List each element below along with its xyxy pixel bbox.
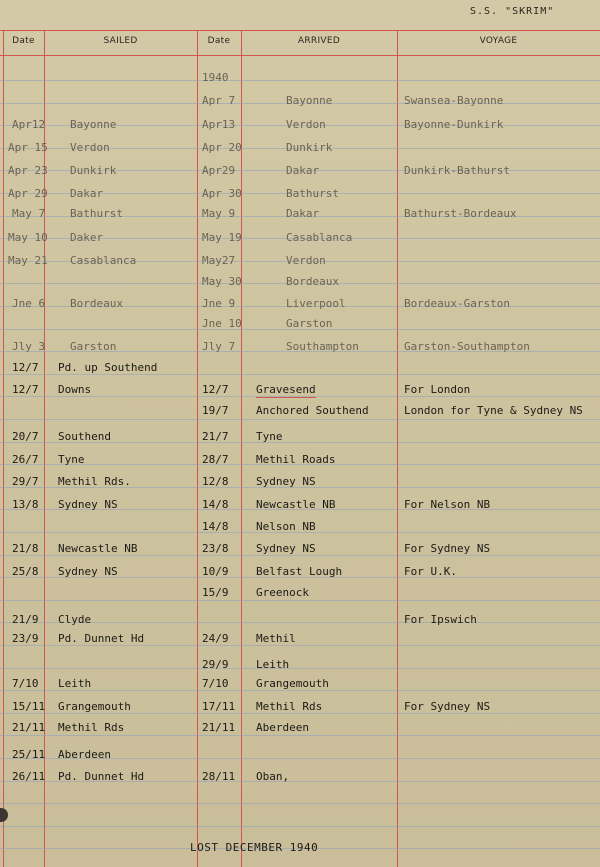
sailed-port: Casablanca [70,254,137,267]
year-label: 1940 [202,71,229,84]
sailed-port: Clyde [58,613,92,626]
sailed-port: Sydney NS [58,565,118,578]
sailed-date: Apr 23 [8,164,48,177]
sailed-date: 21/8 [12,542,39,555]
voyage-note: For U.K. [404,565,457,578]
arrived-port: Dunkirk [286,141,333,154]
arrived-date: 21/7 [202,430,229,443]
sailed-port: Tyne [58,453,85,466]
ruled-line [0,600,600,601]
arrived-port: Sydney NS [256,475,316,488]
arrived-port: Grangemouth [256,677,329,690]
sailed-port: Bordeaux [70,297,123,310]
arrived-date: Apr 30 [202,187,242,200]
arrived-date: 28/7 [202,453,229,466]
arrived-port: Dakar [286,207,320,220]
header-arrived: ARRIVED [297,36,341,46]
sailed-port: Garston [70,340,117,353]
arrived-port: Gravesend [256,383,316,396]
sailed-port: Dunkirk [70,164,117,177]
sailed-date: 21/9 [12,613,39,626]
sailed-port: Leith [58,677,92,690]
arrived-date: Apr29 [202,164,236,177]
sailed-date: 13/8 [12,498,39,511]
header-top-rule [0,30,600,31]
voyage-note: London for Tyne & Sydney NS [404,404,583,417]
sailed-date: 15/11 [12,700,46,713]
sailed-date: Jly 3 [12,340,46,353]
sailed-date: May 7 [12,207,46,220]
arrived-port: Dakar [286,164,320,177]
arrived-port: Garston [286,317,333,330]
sailed-port: Methil Rds [58,721,125,734]
sailed-port: Daker [70,231,104,244]
voyage-note: Dunkirk-Bathurst [404,164,510,177]
sailed-date: Jne 6 [12,297,46,310]
header-voyage: VOYAGE [479,36,518,46]
arrived-date: 10/9 [202,565,229,578]
voyage-note: For Ipswich [404,613,477,626]
sailed-date: 7/10 [12,677,39,690]
arrived-date: 12/7 [202,383,229,396]
arrived-date: 14/8 [202,520,229,533]
arrived-date: 24/9 [202,632,229,645]
sailed-port: Newcastle NB [58,542,138,555]
ruled-line [0,668,600,669]
sailed-date: May 21 [8,254,48,267]
arrived-date: May27 [202,254,236,267]
voyage-note: Swansea-Bayonne [404,94,504,107]
arrived-date: 29/9 [202,658,229,671]
ruled-line [0,374,600,375]
arrived-date: 21/11 [202,721,236,734]
voyage-note: For Sydney NS [404,542,491,555]
voyage-note: Garston-Southampton [404,340,530,353]
arrived-port: Nelson NB [256,520,316,533]
voyage-note: For Sydney NS [404,700,491,713]
voyage-note: For London [404,383,471,396]
arrived-date: 28/11 [202,770,236,783]
ruled-line [0,419,600,420]
sailed-date: May 10 [8,231,48,244]
arrived-port: Methil Rds [256,700,323,713]
arrived-port: Leith [256,658,290,671]
sailed-port: Verdon [70,141,110,154]
arrived-port: Oban, [256,770,290,783]
voyage-note: Bordeaux-Garston [404,297,510,310]
arrived-port: Sydney NS [256,542,316,555]
sailed-date: Apr 29 [8,187,48,200]
ruled-line [0,826,600,827]
arrived-port: Belfast Lough [256,565,343,578]
column-divider [3,30,4,867]
sailed-date: 25/11 [12,748,46,761]
sailed-port: Grangemouth [58,700,131,713]
lost-note: LOST DECEMBER 1940 [190,841,319,854]
ruled-line [0,690,600,691]
sailed-port: Methil Rds. [58,475,131,488]
sailed-date: Apr 15 [8,141,48,154]
arrived-port: Verdon [286,118,326,131]
sailed-port: Bathurst [70,207,123,220]
arrived-port: Newcastle NB [256,498,336,511]
arrived-date: May 9 [202,207,236,220]
sailed-date: 20/7 [12,430,39,443]
header-date-arrived: Date [207,36,231,46]
sailed-date: 26/7 [12,453,39,466]
arrived-port: Anchored Southend [256,404,369,417]
sailed-date: 25/8 [12,565,39,578]
arrived-port: Tyne [256,430,283,443]
column-divider [241,30,242,867]
arrived-port: Aberdeen [256,721,309,734]
sailed-date: 29/7 [12,475,39,488]
arrived-date: 7/10 [202,677,229,690]
column-divider [197,30,198,867]
sailed-port: Bayonne [70,118,117,131]
arrived-port: Verdon [286,254,326,267]
sailed-date: 21/11 [12,721,46,734]
arrived-port: Casablanca [286,231,353,244]
ship-label: S.S. "SKRIM" [470,6,555,17]
header-date-sailed: Date [12,36,35,46]
column-divider [44,30,45,867]
arrived-date: Apr 20 [202,141,242,154]
arrived-date: Apr13 [202,118,236,131]
sailed-port: Downs [58,383,92,396]
arrived-date: 14/8 [202,498,229,511]
sailed-date: 12/7 [12,383,39,396]
arrived-port: Southampton [286,340,359,353]
arrived-date: Apr 7 [202,94,236,107]
arrived-date: Jne 9 [202,297,236,310]
sailed-port: Sydney NS [58,498,118,511]
arrived-port: Methil Roads [256,453,336,466]
arrived-port: Bordeaux [286,275,339,288]
voyage-note: For Nelson NB [404,498,491,511]
column-divider [397,30,398,867]
arrived-date: May 30 [202,275,242,288]
arrived-date: Jly 7 [202,340,236,353]
sailed-port: Southend [58,430,111,443]
ruled-line [0,645,600,646]
ruled-line [0,80,600,81]
arrived-date: Jne 10 [202,317,242,330]
arrived-port: Greenock [256,586,309,599]
ruled-line [0,735,600,736]
arrived-date: May 19 [202,231,242,244]
arrived-date: 15/9 [202,586,229,599]
voyage-note: Bayonne-Dunkirk [404,118,504,131]
sailed-port: Pd. up Southend [58,361,158,374]
sailed-date: 26/11 [12,770,46,783]
arrived-port: Bayonne [286,94,333,107]
ruled-line [0,803,600,804]
sailed-port: Aberdeen [58,748,111,761]
ruled-line [0,713,600,714]
sailed-date: 12/7 [12,361,39,374]
punch-hole [0,808,8,822]
arrived-port: Liverpool [286,297,346,310]
sailed-date: 23/9 [12,632,39,645]
voyage-note: Bathurst-Bordeaux [404,207,517,220]
sailed-port: Pd. Dunnet Hd [58,632,145,645]
arrived-date: 17/11 [202,700,236,713]
arrived-date: 23/8 [202,542,229,555]
arrived-port: Methil [256,632,296,645]
arrived-port: Bathurst [286,187,339,200]
arrived-date: 12/8 [202,475,229,488]
header-sailed: SAILED [103,36,138,46]
sailed-port: Pd. Dunnet Hd [58,770,145,783]
sailed-port: Dakar [70,187,104,200]
sailed-date: Apr12 [12,118,46,131]
ruled-line [0,555,600,556]
header-bottom-rule [0,55,600,56]
arrived-date: 19/7 [202,404,229,417]
